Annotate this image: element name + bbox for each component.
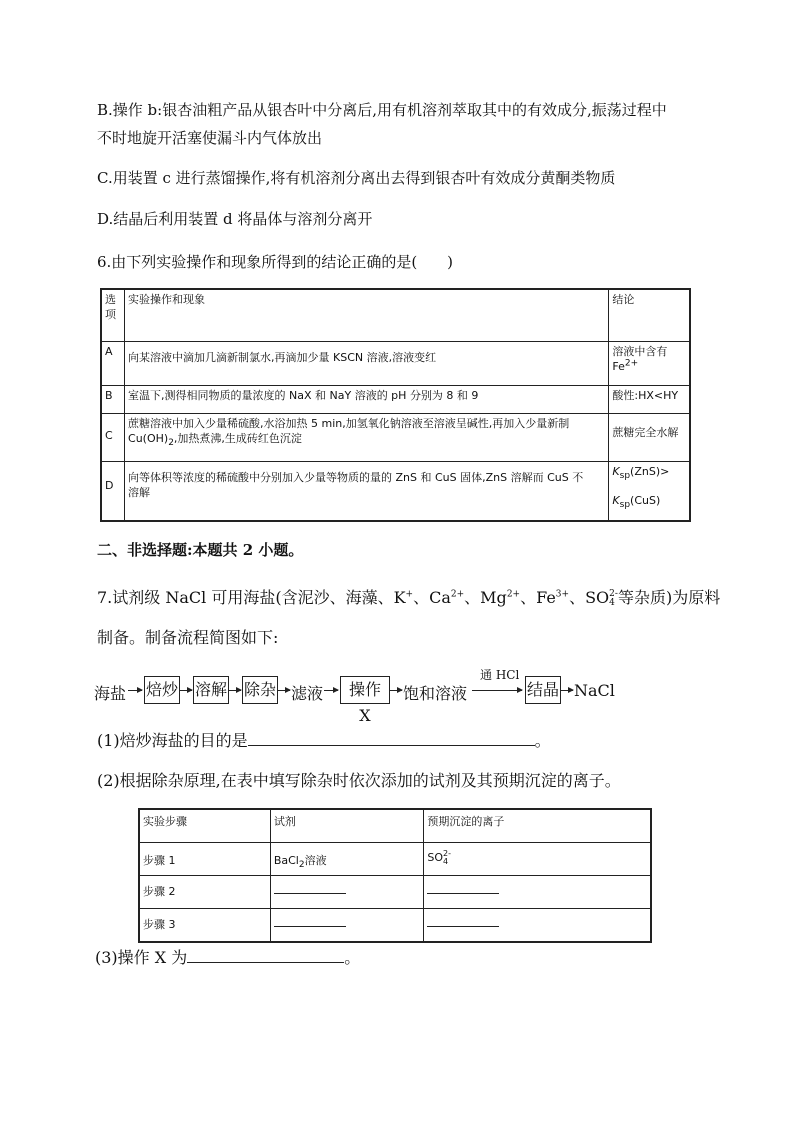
flow-step-roast: 焙炒	[144, 676, 180, 704]
flow-arrow	[128, 690, 142, 691]
table-header-row	[139, 809, 651, 843]
sub1-answer-blank[interactable]	[248, 731, 535, 746]
bacl2-sub: 2	[298, 860, 305, 871]
purification-table	[138, 808, 652, 943]
row-b-operation: 室温下,测得相同物质的量浓度的 NaX 和 NaY 溶液的 pH 分别为 8 和 9	[125, 385, 609, 413]
so4-charge: 2-	[609, 588, 618, 599]
sub3-text: (3)操作 X 为	[95, 948, 188, 967]
row-d-k2: K	[612, 493, 620, 507]
flow-arrow-label: 通 HCl	[480, 668, 520, 682]
sub-question-2: (2)根据除杂原理,在表中填写除杂时依次添加的试剂及其预期沉淀的离子。	[97, 771, 621, 790]
question-7-line2: 制备。制备流程简图如下:	[97, 628, 279, 647]
so4-ion-sub: 4	[443, 857, 449, 866]
so4-sub: 4	[609, 597, 615, 608]
sub1-period: 。	[534, 731, 551, 750]
table-row	[101, 385, 690, 413]
sub-question-1	[97, 731, 551, 751]
flow-saturated-solution: 饱和溶液	[403, 684, 468, 703]
row-a-operation	[125, 341, 609, 385]
fe-charge: 3+	[555, 589, 570, 600]
row-c-conclusion-text: 蔗糖完全水解	[612, 425, 679, 439]
step3-ion-blank[interactable]	[427, 912, 499, 927]
table-row	[101, 461, 690, 521]
question-7-line1	[97, 588, 720, 608]
q7-ca: 、Ca	[413, 588, 451, 607]
option-b-line1: B.操作 b:银杏油粗产品从银杏叶中分离后,用有机溶剂萃取其中的有效成分,振荡过程中	[97, 101, 667, 119]
row-d-k1-text: (ZnS)>	[630, 464, 670, 478]
header-ion: 预期沉淀的离子	[424, 809, 651, 843]
flow-arrow	[390, 690, 402, 691]
header-option: 选项	[101, 289, 125, 341]
row-c-cuoh-sub: 2	[168, 437, 174, 448]
question-6-table	[100, 288, 691, 522]
step3-ion	[424, 909, 651, 943]
option-d: D.结晶后利用装置 d 将晶体与溶剂分离开	[97, 210, 373, 228]
flow-step-purify: 除杂	[242, 676, 278, 704]
flow-arrow	[278, 690, 290, 691]
step2-ion-blank[interactable]	[427, 879, 499, 894]
step3-reagent-blank[interactable]	[274, 912, 346, 927]
row-d-operation-line2: 溶解	[128, 485, 151, 499]
header-operation: 实验操作和现象	[125, 289, 609, 341]
flow-arrow	[180, 690, 192, 691]
row-d-k1-sub: sp	[619, 470, 631, 481]
q6-stem-text: 6.由下列实验操作和现象所得到的结论正确的是(	[97, 253, 418, 271]
row-d-k1: K	[612, 464, 620, 478]
row-c-cuoh: Cu(OH)	[128, 431, 169, 445]
step1-ion	[424, 843, 651, 876]
option-b-line2: 不时地旋开活塞使漏斗内气体放出	[97, 129, 323, 147]
step2-label	[139, 876, 270, 909]
row-d-conclusion	[609, 461, 690, 521]
step1-label	[139, 843, 270, 876]
table-row	[101, 413, 690, 461]
row-c-option	[101, 413, 125, 461]
option-c: C.用装置 c 进行蒸馏操作,将有机溶剂分离出去得到银杏叶有效成分黄酮类物质	[97, 169, 616, 187]
row-d-operation-line1: 向等体积等浓度的稀硫酸中分别加入少量等物质的量的 ZnS 和 CuS 固体,ZnS 溶解而 CuS 不	[128, 470, 584, 484]
step2-ion	[424, 876, 651, 909]
header-reagent: 试剂	[270, 809, 424, 843]
row-d-option-text: D	[105, 478, 114, 492]
q7-text-a: 7.试剂级 NaCl 可用海盐(含泥沙、海藻、K	[97, 588, 406, 607]
k-charge: +	[405, 589, 414, 600]
row-a-conclusion-text: 溶液中含有	[612, 344, 668, 358]
sub3-period: 。	[344, 948, 361, 967]
flow-arrow	[324, 690, 338, 691]
row-c-operation-line1: 蔗糖溶液中加入少量稀硫酸,水浴加热 5 min,加氢氧化钠溶液至溶液呈碱性,再加入少量新制	[128, 416, 570, 430]
row-c-operation-line2: ,加热煮沸,生成砖红色沉淀	[173, 431, 302, 445]
row-a-conclusion	[609, 341, 690, 385]
row-a-fe: Fe	[612, 359, 625, 373]
flow-step-dissolve: 溶解	[193, 676, 229, 704]
section-2-heading: 二、非选择题:本题共 2 小题。	[97, 541, 304, 559]
q7-fe: 、Fe	[520, 588, 556, 607]
row-a-fe-charge: 2+	[624, 357, 639, 368]
flow-end: NaCl	[574, 681, 615, 700]
header-conclusion: 结论	[609, 289, 690, 341]
q7-mg: 、Mg	[464, 588, 507, 607]
table-row	[139, 876, 651, 909]
step3-reagent	[270, 909, 424, 943]
flow-step-crystallize: 结晶	[525, 676, 561, 704]
row-d-operation	[125, 461, 609, 521]
bacl2-solution: 溶液	[304, 854, 327, 867]
flow-step-operation-x: 操作 X	[340, 676, 390, 704]
step3-text: 步骤 3	[143, 918, 176, 931]
step2-text: 步骤 2	[143, 885, 176, 898]
flow-filtrate: 滤液	[291, 684, 324, 703]
step1-reagent	[270, 843, 424, 876]
row-b-option: B	[101, 385, 125, 413]
row-d-option	[101, 461, 125, 521]
sub3-answer-blank[interactable]	[187, 948, 344, 963]
row-d-k2-text: (CuS)	[630, 493, 661, 507]
row-c-operation	[125, 413, 609, 461]
table-row	[101, 341, 690, 385]
row-a-option: A	[101, 341, 125, 385]
q7-text-b: 等杂质)为原料	[617, 588, 721, 607]
q7-so4: 、SO	[569, 588, 610, 607]
step1-text: 步骤 1	[143, 854, 176, 867]
table-row	[139, 843, 651, 876]
table-row	[139, 909, 651, 943]
flow-arrow	[561, 690, 573, 691]
step3-label	[139, 909, 270, 943]
bacl2: BaCl	[273, 854, 299, 867]
so4-ion-charge: 2-	[443, 849, 451, 858]
mg-charge: 2+	[506, 589, 521, 600]
header-step: 实验步骤	[139, 809, 270, 843]
flow-start: 海盐	[94, 684, 127, 703]
so4-ion: SO	[427, 851, 443, 864]
row-a-operation-text: 向某溶液中滴加几滴新制氯水,再滴加少量 KSCN 溶液,溶液变红	[128, 350, 437, 364]
step2-reagent	[270, 876, 424, 909]
row-c-option-text: C	[105, 428, 113, 442]
sub1-text: (1)焙炒海盐的目的是	[97, 731, 248, 750]
flow-arrow	[229, 690, 241, 691]
flow-arrow-hcl	[472, 690, 522, 691]
row-d-k2-sub: sp	[619, 499, 631, 510]
sub-question-3	[95, 948, 360, 968]
table-header-row	[101, 289, 690, 341]
row-c-conclusion	[609, 413, 690, 461]
row-b-conclusion: 酸性:HX<HY	[609, 385, 690, 413]
q6-stem-close: )	[447, 253, 454, 271]
question-6-stem	[97, 252, 453, 272]
step2-reagent-blank[interactable]	[274, 879, 346, 894]
ca-charge: 2+	[450, 589, 465, 600]
